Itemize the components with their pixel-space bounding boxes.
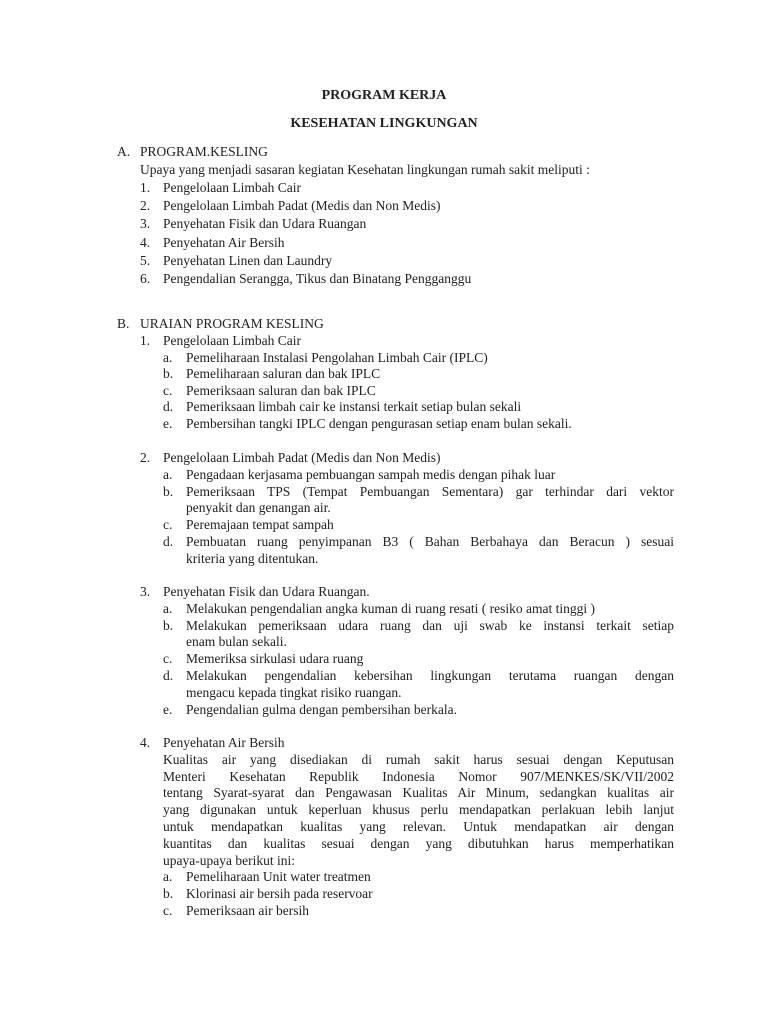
section-a-heading: PROGRAM.KESLING	[140, 144, 268, 159]
list-item: Pemeriksaan limbah cair ke instansi terkait setiap bulan sekali	[186, 399, 522, 414]
doc-title: PROGRAM KERJA	[321, 88, 447, 103]
paragraph-line: tentang Syarat-syarat dan Pengawasan Kualitas Air Minum, sedangkan kualitas air	[163, 785, 674, 800]
list-letter: b.	[163, 886, 174, 901]
list-item: Pemeriksaan TPS (Tempat Pembuangan Sementara) gar terhindar dari vektor	[186, 484, 674, 499]
section-b-letter: B.	[117, 316, 130, 331]
list-letter: a.	[163, 869, 173, 884]
subsection-title: Penyehatan Air Bersih	[163, 735, 285, 750]
list-item: Peremajaan tempat sampah	[186, 517, 334, 532]
list-item: Pengelolaan Limbah Cair	[163, 180, 301, 195]
list-item-continuation: kriteria yang ditentukan.	[186, 551, 319, 566]
list-item: Pemeliharaan Unit water treatmen	[186, 869, 371, 884]
list-letter: d.	[163, 399, 174, 414]
list-item: Pemeriksaan air bersih	[186, 903, 309, 918]
list-item: Pemeliharaan Instalasi Pengolahan Limbah Cair (IPLC)	[186, 350, 488, 365]
list-letter: b.	[163, 618, 174, 633]
list-item: Pembuatan ruang penyimpanan B3 ( Bahan Berbahaya dan Beracun ) sesuai	[186, 534, 674, 549]
list-number: 5.	[140, 253, 151, 268]
subsection-title: Pengelolaan Limbah Cair	[163, 333, 301, 348]
list-item-continuation: enam bulan sekali.	[186, 634, 287, 649]
list-letter: d.	[163, 668, 174, 683]
section-a-intro: Upaya yang menjadi sasaran kegiatan Kesehatan lingkungan rumah sakit meliputi :	[140, 162, 590, 177]
list-letter: a.	[163, 467, 173, 482]
list-letter: b.	[163, 484, 174, 499]
list-number: 2.	[140, 198, 151, 213]
subsection-number: 4.	[140, 735, 151, 750]
paragraph-line: Menteri Kesehatan Republik Indonesia Nomor 907/MENKES/SK/VII/2002	[163, 769, 674, 784]
list-item: Melakukan pengendalian kebersihan lingkungan terutama ruangan dengan	[186, 668, 674, 683]
list-item: Melakukan pengendalian angka kuman di ruang resati ( resiko amat tinggi )	[186, 601, 595, 616]
list-item-continuation: mengacu kepada tingkat risiko ruangan.	[186, 685, 402, 700]
subsection-title: Pengelolaan Limbah Padat (Medis dan Non Medis)	[163, 450, 441, 465]
list-item: Pengelolaan Limbah Padat (Medis dan Non Medis)	[163, 198, 441, 213]
list-item: Pengendalian Serangga, Tikus dan Binatang Pengganggu	[163, 271, 472, 286]
paragraph-line: kuantitas dan kualitas sesuai dengan yang dibutuhkan harus memperhatikan	[163, 836, 674, 851]
list-letter: a.	[163, 601, 173, 616]
paragraph-line: Kualitas air yang disediakan di rumah sakit harus sesuai dengan Keputusan	[163, 752, 674, 767]
section-a-letter: A.	[117, 144, 131, 159]
subsection-title: Penyehatan Fisik dan Udara Ruangan.	[163, 584, 370, 599]
list-item: Melakukan pemeriksaan udara ruang dan uji swab ke instansi terkait setiap	[186, 618, 674, 633]
list-number: 4.	[140, 235, 151, 250]
list-letter: b.	[163, 366, 174, 381]
list-item: Penyehatan Fisik dan Udara Ruangan	[163, 216, 367, 231]
list-letter: c.	[163, 903, 173, 918]
doc-subtitle: KESEHATAN LINGKUNGAN	[290, 116, 478, 131]
list-item: Pengendalian gulma dengan pembersihan berkala.	[186, 702, 458, 717]
subsection-number: 1.	[140, 333, 151, 348]
list-item: Penyehatan Air Bersih	[163, 235, 285, 250]
list-letter: d.	[163, 534, 174, 549]
list-number: 1.	[140, 180, 151, 195]
list-number: 3.	[140, 216, 151, 231]
list-item: Klorinasi air bersih pada reservoar	[186, 886, 373, 901]
paragraph-line: yang digunakan untuk keperluan khusus perlu mendapatkan perlakuan lebih lanjut	[163, 802, 674, 817]
list-number: 6.	[140, 271, 151, 286]
list-letter: a.	[163, 350, 173, 365]
list-item: Memeriksa sirkulasi udara ruang	[186, 651, 364, 666]
subsection-number: 2.	[140, 450, 151, 465]
subsection-number: 3.	[140, 584, 151, 599]
list-letter: e.	[163, 416, 173, 431]
paragraph-line: upaya-upaya berikut ini:	[163, 853, 295, 868]
list-item: Pengadaan kerjasama pembuangan sampah medis dengan pihak luar	[186, 467, 556, 482]
section-b-heading: URAIAN PROGRAM KESLING	[140, 316, 324, 331]
list-letter: c.	[163, 517, 173, 532]
list-item: Pemeriksaan saluran dan bak IPLC	[186, 383, 376, 398]
list-item-continuation: penyakit dan genangan air.	[186, 500, 331, 515]
list-letter: e.	[163, 702, 173, 717]
list-letter: c.	[163, 383, 173, 398]
list-letter: c.	[163, 651, 173, 666]
list-item: Pembersihan tangki IPLC dengan pengurasan setiap enam bulan sekali.	[186, 416, 572, 431]
paragraph-line: untuk mendapatkan kualitas yang relevan. Untuk mendapatkan air dengan	[163, 819, 674, 834]
list-item: Pemeliharaan saluran dan bak IPLC	[186, 366, 381, 381]
list-item: Penyehatan Linen dan Laundry	[163, 253, 333, 268]
